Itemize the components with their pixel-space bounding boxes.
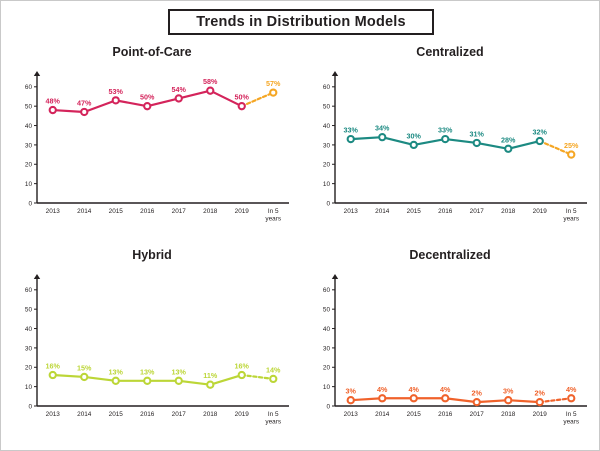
svg-text:years: years bbox=[265, 215, 282, 223]
svg-text:2015: 2015 bbox=[406, 208, 421, 215]
chart-panel-point-of-care bbox=[7, 43, 297, 238]
svg-text:11%: 11% bbox=[203, 371, 218, 381]
plot-area bbox=[7, 270, 297, 440]
chart-panel-centralized bbox=[305, 43, 595, 238]
svg-text:20: 20 bbox=[322, 161, 330, 169]
svg-text:2015: 2015 bbox=[108, 411, 123, 418]
svg-text:2019: 2019 bbox=[532, 208, 547, 215]
svg-text:33%: 33% bbox=[438, 125, 453, 135]
chart-title-box bbox=[168, 9, 434, 35]
svg-text:40: 40 bbox=[24, 325, 32, 333]
svg-text:28%: 28% bbox=[501, 135, 516, 145]
svg-text:50: 50 bbox=[322, 103, 330, 111]
svg-text:2014: 2014 bbox=[77, 208, 92, 215]
svg-text:10: 10 bbox=[322, 384, 330, 392]
svg-text:0: 0 bbox=[326, 200, 330, 208]
svg-text:2013: 2013 bbox=[343, 208, 358, 215]
svg-text:40: 40 bbox=[322, 325, 330, 333]
panel-title: Point-of-Care bbox=[112, 45, 192, 59]
svg-text:2013: 2013 bbox=[45, 208, 60, 215]
svg-text:54%: 54% bbox=[171, 84, 186, 94]
svg-text:30: 30 bbox=[322, 345, 330, 353]
svg-text:50: 50 bbox=[24, 306, 32, 314]
plot-area bbox=[7, 67, 297, 237]
svg-text:13%: 13% bbox=[108, 367, 123, 377]
plot-area bbox=[305, 67, 595, 237]
svg-text:16%: 16% bbox=[45, 361, 60, 371]
svg-text:4%: 4% bbox=[566, 384, 577, 394]
svg-text:34%: 34% bbox=[375, 123, 390, 133]
svg-text:30: 30 bbox=[322, 142, 330, 150]
svg-text:2013: 2013 bbox=[343, 411, 358, 418]
svg-text:14%: 14% bbox=[266, 365, 281, 375]
svg-text:In 5: In 5 bbox=[267, 208, 279, 215]
svg-text:3%: 3% bbox=[345, 386, 356, 396]
svg-text:2019: 2019 bbox=[234, 208, 249, 215]
svg-text:40: 40 bbox=[322, 122, 330, 130]
svg-text:In 5: In 5 bbox=[565, 208, 577, 215]
svg-text:13%: 13% bbox=[140, 367, 155, 377]
svg-text:0: 0 bbox=[28, 403, 32, 411]
svg-text:33%: 33% bbox=[343, 125, 358, 135]
svg-text:58%: 58% bbox=[203, 77, 218, 87]
svg-text:years: years bbox=[265, 418, 282, 426]
svg-text:50%: 50% bbox=[140, 92, 155, 102]
svg-text:2%: 2% bbox=[471, 388, 482, 398]
svg-text:2015: 2015 bbox=[108, 208, 123, 215]
svg-text:60: 60 bbox=[322, 287, 330, 295]
svg-text:2017: 2017 bbox=[171, 411, 186, 418]
svg-text:In 5: In 5 bbox=[565, 411, 577, 418]
svg-text:years: years bbox=[563, 418, 580, 426]
svg-text:10: 10 bbox=[24, 181, 32, 189]
svg-text:25%: 25% bbox=[564, 141, 579, 151]
svg-text:31%: 31% bbox=[469, 129, 484, 139]
svg-text:53%: 53% bbox=[108, 86, 123, 96]
page-title: Trends in Distribution Models bbox=[196, 14, 406, 30]
svg-text:2019: 2019 bbox=[234, 411, 249, 418]
svg-text:2018: 2018 bbox=[203, 411, 218, 418]
svg-text:2017: 2017 bbox=[469, 208, 484, 215]
svg-text:47%: 47% bbox=[77, 98, 92, 108]
svg-text:10: 10 bbox=[322, 181, 330, 189]
svg-text:2019: 2019 bbox=[532, 411, 547, 418]
svg-text:57%: 57% bbox=[266, 79, 281, 89]
svg-text:30: 30 bbox=[24, 142, 32, 150]
svg-text:30: 30 bbox=[24, 345, 32, 353]
svg-text:50%: 50% bbox=[234, 92, 249, 102]
svg-text:2016: 2016 bbox=[140, 411, 155, 418]
svg-text:40: 40 bbox=[24, 122, 32, 130]
svg-text:20: 20 bbox=[24, 364, 32, 372]
chart-panel-decentralized bbox=[305, 246, 595, 441]
svg-text:15%: 15% bbox=[77, 363, 92, 373]
svg-text:4%: 4% bbox=[377, 384, 388, 394]
svg-text:2016: 2016 bbox=[438, 411, 453, 418]
plot-area bbox=[305, 270, 595, 440]
svg-text:50: 50 bbox=[24, 103, 32, 111]
svg-text:3%: 3% bbox=[503, 386, 514, 396]
svg-text:2014: 2014 bbox=[375, 411, 390, 418]
svg-text:32%: 32% bbox=[532, 127, 547, 137]
svg-text:0: 0 bbox=[326, 403, 330, 411]
svg-text:2013: 2013 bbox=[45, 411, 60, 418]
svg-text:2016: 2016 bbox=[140, 208, 155, 215]
chart-panel-hybrid bbox=[7, 246, 297, 441]
svg-text:2018: 2018 bbox=[203, 208, 218, 215]
svg-text:2016: 2016 bbox=[438, 208, 453, 215]
svg-text:2018: 2018 bbox=[501, 208, 516, 215]
panel-title: Centralized bbox=[416, 45, 484, 59]
svg-text:In 5: In 5 bbox=[267, 411, 279, 418]
svg-text:60: 60 bbox=[24, 287, 32, 295]
svg-text:4%: 4% bbox=[440, 384, 451, 394]
svg-text:years: years bbox=[563, 215, 580, 223]
svg-text:2015: 2015 bbox=[406, 411, 421, 418]
svg-text:10: 10 bbox=[24, 384, 32, 392]
svg-text:16%: 16% bbox=[234, 361, 249, 371]
svg-text:20: 20 bbox=[24, 161, 32, 169]
svg-text:60: 60 bbox=[322, 84, 330, 92]
svg-text:2%: 2% bbox=[534, 388, 545, 398]
svg-text:20: 20 bbox=[322, 364, 330, 372]
svg-text:0: 0 bbox=[28, 200, 32, 208]
svg-text:2017: 2017 bbox=[469, 411, 484, 418]
svg-text:2014: 2014 bbox=[77, 411, 92, 418]
svg-text:60: 60 bbox=[24, 84, 32, 92]
svg-text:48%: 48% bbox=[45, 96, 60, 106]
panel-title: Hybrid bbox=[132, 248, 172, 262]
svg-text:2014: 2014 bbox=[375, 208, 390, 215]
svg-text:30%: 30% bbox=[406, 131, 421, 141]
svg-text:2017: 2017 bbox=[171, 208, 186, 215]
panel-title: Decentralized bbox=[409, 248, 491, 262]
svg-text:50: 50 bbox=[322, 306, 330, 314]
svg-text:4%: 4% bbox=[408, 384, 419, 394]
svg-text:13%: 13% bbox=[171, 367, 186, 377]
svg-text:2018: 2018 bbox=[501, 411, 516, 418]
